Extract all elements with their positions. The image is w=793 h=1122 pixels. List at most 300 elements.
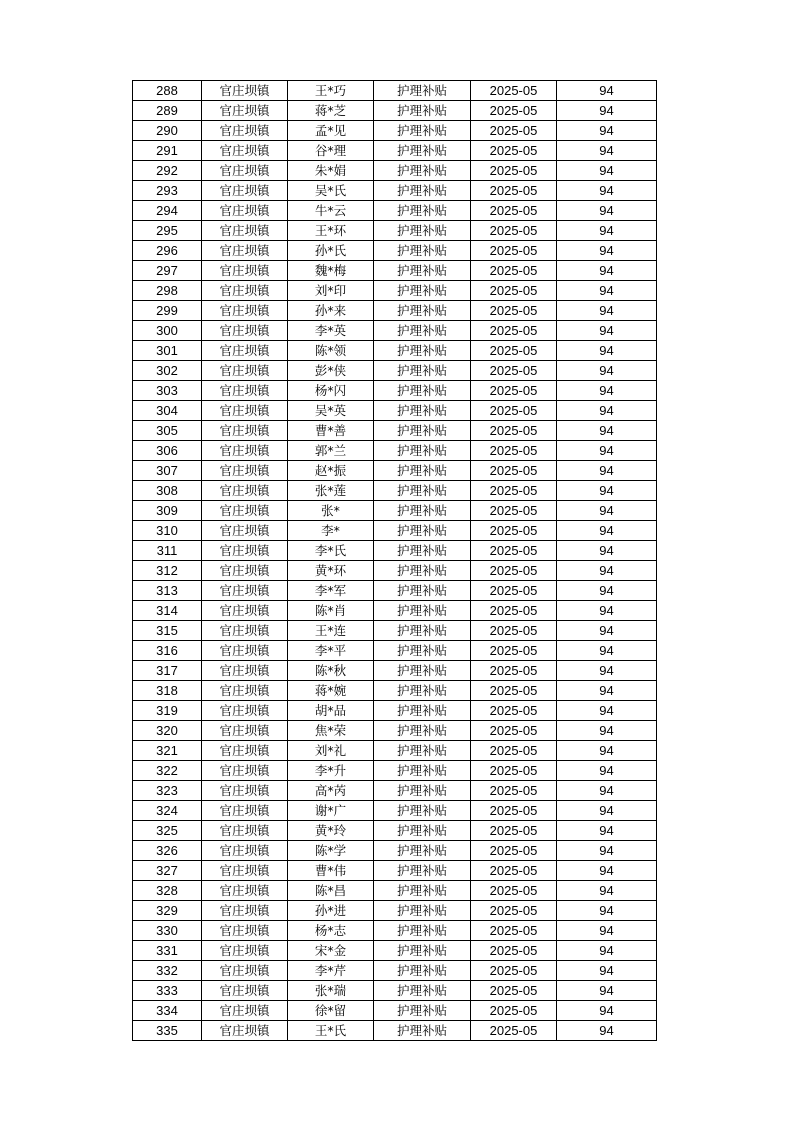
cell-serial-number: 318 (133, 681, 202, 701)
cell-person-name: 黄*环 (288, 561, 374, 581)
cell-person-name: 王*氏 (288, 1021, 374, 1041)
cell-person-name: 刘*礼 (288, 741, 374, 761)
cell-serial-number: 320 (133, 721, 202, 741)
cell-person-name: 郭*兰 (288, 441, 374, 461)
table-row (133, 981, 657, 1001)
cell-serial-number: 304 (133, 401, 202, 421)
cell-serial-number: 299 (133, 301, 202, 321)
cell-serial-number: 328 (133, 881, 202, 901)
cell-person-name: 李*平 (288, 641, 374, 661)
cell-serial-number: 323 (133, 781, 202, 801)
cell-subsidy-type: 护理补贴 (374, 741, 471, 761)
table-row (133, 681, 657, 701)
cell-town: 官庄坝镇 (202, 1001, 288, 1021)
cell-month: 2025-05 (471, 681, 557, 701)
cell-person-name: 吴*英 (288, 401, 374, 421)
cell-serial-number: 292 (133, 161, 202, 181)
cell-amount: 94 (557, 841, 657, 861)
cell-subsidy-type: 护理补贴 (374, 781, 471, 801)
cell-month: 2025-05 (471, 101, 557, 121)
cell-town: 官庄坝镇 (202, 881, 288, 901)
cell-amount: 94 (557, 861, 657, 881)
cell-amount: 94 (557, 721, 657, 741)
cell-amount: 94 (557, 461, 657, 481)
cell-serial-number: 300 (133, 321, 202, 341)
cell-person-name: 张*瑞 (288, 981, 374, 1001)
cell-subsidy-type: 护理补贴 (374, 801, 471, 821)
cell-month: 2025-05 (471, 841, 557, 861)
cell-month: 2025-05 (471, 541, 557, 561)
cell-subsidy-type: 护理补贴 (374, 641, 471, 661)
cell-subsidy-type: 护理补贴 (374, 461, 471, 481)
cell-amount: 94 (557, 101, 657, 121)
table-row (133, 221, 657, 241)
cell-month: 2025-05 (471, 81, 557, 101)
cell-subsidy-type: 护理补贴 (374, 501, 471, 521)
table-row (133, 661, 657, 681)
cell-subsidy-type: 护理补贴 (374, 981, 471, 1001)
cell-amount: 94 (557, 441, 657, 461)
cell-amount: 94 (557, 601, 657, 621)
cell-serial-number: 294 (133, 201, 202, 221)
cell-subsidy-type: 护理补贴 (374, 661, 471, 681)
cell-town: 官庄坝镇 (202, 601, 288, 621)
cell-serial-number: 290 (133, 121, 202, 141)
cell-town: 官庄坝镇 (202, 821, 288, 841)
cell-town: 官庄坝镇 (202, 941, 288, 961)
cell-amount: 94 (557, 521, 657, 541)
cell-subsidy-type: 护理补贴 (374, 1021, 471, 1041)
cell-subsidy-type: 护理补贴 (374, 261, 471, 281)
cell-amount: 94 (557, 481, 657, 501)
cell-amount: 94 (557, 381, 657, 401)
cell-month: 2025-05 (471, 921, 557, 941)
table-row (133, 921, 657, 941)
cell-serial-number: 321 (133, 741, 202, 761)
cell-amount: 94 (557, 961, 657, 981)
cell-serial-number: 308 (133, 481, 202, 501)
cell-amount: 94 (557, 901, 657, 921)
cell-subsidy-type: 护理补贴 (374, 481, 471, 501)
cell-month: 2025-05 (471, 981, 557, 1001)
cell-subsidy-type: 护理补贴 (374, 601, 471, 621)
cell-town: 官庄坝镇 (202, 781, 288, 801)
cell-amount: 94 (557, 141, 657, 161)
cell-town: 官庄坝镇 (202, 101, 288, 121)
table-row (133, 641, 657, 661)
table-row (133, 181, 657, 201)
table-row (133, 541, 657, 561)
table-row (133, 241, 657, 261)
cell-person-name: 孙*来 (288, 301, 374, 321)
cell-serial-number: 293 (133, 181, 202, 201)
cell-person-name: 牛*云 (288, 201, 374, 221)
cell-person-name: 徐*留 (288, 1001, 374, 1021)
cell-month: 2025-05 (471, 281, 557, 301)
cell-town: 官庄坝镇 (202, 441, 288, 461)
cell-month: 2025-05 (471, 821, 557, 841)
cell-town: 官庄坝镇 (202, 321, 288, 341)
cell-serial-number: 288 (133, 81, 202, 101)
table-row (133, 161, 657, 181)
cell-subsidy-type: 护理补贴 (374, 101, 471, 121)
cell-amount: 94 (557, 1001, 657, 1021)
cell-town: 官庄坝镇 (202, 861, 288, 881)
cell-town: 官庄坝镇 (202, 541, 288, 561)
cell-month: 2025-05 (471, 421, 557, 441)
cell-month: 2025-05 (471, 581, 557, 601)
cell-month: 2025-05 (471, 1021, 557, 1041)
cell-month: 2025-05 (471, 241, 557, 261)
cell-month: 2025-05 (471, 801, 557, 821)
table-row (133, 361, 657, 381)
cell-subsidy-type: 护理补贴 (374, 381, 471, 401)
cell-person-name: 张* (288, 501, 374, 521)
cell-month: 2025-05 (471, 261, 557, 281)
table-row (133, 261, 657, 281)
table-row (133, 201, 657, 221)
cell-amount: 94 (557, 881, 657, 901)
cell-town: 官庄坝镇 (202, 901, 288, 921)
table-row (133, 841, 657, 861)
cell-subsidy-type: 护理补贴 (374, 581, 471, 601)
cell-town: 官庄坝镇 (202, 481, 288, 501)
cell-amount: 94 (557, 801, 657, 821)
cell-serial-number: 315 (133, 621, 202, 641)
cell-amount: 94 (557, 121, 657, 141)
cell-amount: 94 (557, 941, 657, 961)
cell-person-name: 赵*振 (288, 461, 374, 481)
cell-town: 官庄坝镇 (202, 181, 288, 201)
cell-serial-number: 309 (133, 501, 202, 521)
cell-person-name: 陈*昌 (288, 881, 374, 901)
cell-person-name: 李*芹 (288, 961, 374, 981)
cell-amount: 94 (557, 621, 657, 641)
cell-subsidy-type: 护理补贴 (374, 221, 471, 241)
cell-month: 2025-05 (471, 361, 557, 381)
table-row (133, 321, 657, 341)
cell-amount: 94 (557, 261, 657, 281)
cell-person-name: 杨*闪 (288, 381, 374, 401)
table-row (133, 81, 657, 101)
cell-amount: 94 (557, 401, 657, 421)
cell-amount: 94 (557, 761, 657, 781)
cell-town: 官庄坝镇 (202, 121, 288, 141)
cell-subsidy-type: 护理补贴 (374, 621, 471, 641)
table-row (133, 421, 657, 441)
cell-town: 官庄坝镇 (202, 361, 288, 381)
table-row (133, 601, 657, 621)
cell-subsidy-type: 护理补贴 (374, 321, 471, 341)
cell-amount: 94 (557, 581, 657, 601)
cell-person-name: 焦*荣 (288, 721, 374, 741)
cell-town: 官庄坝镇 (202, 201, 288, 221)
cell-person-name: 陈*学 (288, 841, 374, 861)
table-row (133, 401, 657, 421)
cell-town: 官庄坝镇 (202, 621, 288, 641)
cell-town: 官庄坝镇 (202, 381, 288, 401)
table-row (133, 561, 657, 581)
cell-month: 2025-05 (471, 861, 557, 881)
table-row (133, 481, 657, 501)
cell-month: 2025-05 (471, 201, 557, 221)
cell-town: 官庄坝镇 (202, 661, 288, 681)
cell-serial-number: 317 (133, 661, 202, 681)
cell-serial-number: 334 (133, 1001, 202, 1021)
cell-serial-number: 302 (133, 361, 202, 381)
cell-subsidy-type: 护理补贴 (374, 421, 471, 441)
cell-person-name: 张*莲 (288, 481, 374, 501)
cell-amount: 94 (557, 541, 657, 561)
cell-serial-number: 330 (133, 921, 202, 941)
table-row (133, 141, 657, 161)
cell-town: 官庄坝镇 (202, 501, 288, 521)
cell-subsidy-type: 护理补贴 (374, 821, 471, 841)
cell-month: 2025-05 (471, 761, 557, 781)
cell-month: 2025-05 (471, 781, 557, 801)
cell-month: 2025-05 (471, 141, 557, 161)
cell-month: 2025-05 (471, 381, 557, 401)
cell-town: 官庄坝镇 (202, 401, 288, 421)
cell-subsidy-type: 护理补贴 (374, 121, 471, 141)
cell-subsidy-type: 护理补贴 (374, 301, 471, 321)
table-row (133, 1001, 657, 1021)
cell-month: 2025-05 (471, 181, 557, 201)
cell-month: 2025-05 (471, 121, 557, 141)
cell-amount: 94 (557, 681, 657, 701)
cell-amount: 94 (557, 161, 657, 181)
cell-amount: 94 (557, 421, 657, 441)
cell-amount: 94 (557, 221, 657, 241)
table-row (133, 821, 657, 841)
cell-month: 2025-05 (471, 501, 557, 521)
cell-month: 2025-05 (471, 601, 557, 621)
cell-subsidy-type: 护理补贴 (374, 201, 471, 221)
cell-subsidy-type: 护理补贴 (374, 141, 471, 161)
cell-town: 官庄坝镇 (202, 961, 288, 981)
table-row (133, 941, 657, 961)
cell-person-name: 蒋*婉 (288, 681, 374, 701)
cell-person-name: 宋*金 (288, 941, 374, 961)
cell-amount: 94 (557, 341, 657, 361)
table-row (133, 441, 657, 461)
table-row (133, 741, 657, 761)
cell-amount: 94 (557, 561, 657, 581)
cell-serial-number: 333 (133, 981, 202, 1001)
cell-town: 官庄坝镇 (202, 421, 288, 441)
cell-town: 官庄坝镇 (202, 741, 288, 761)
cell-subsidy-type: 护理补贴 (374, 901, 471, 921)
cell-subsidy-type: 护理补贴 (374, 521, 471, 541)
cell-serial-number: 332 (133, 961, 202, 981)
cell-serial-number: 325 (133, 821, 202, 841)
cell-serial-number: 319 (133, 701, 202, 721)
cell-person-name: 李*升 (288, 761, 374, 781)
cell-serial-number: 305 (133, 421, 202, 441)
cell-person-name: 王*巧 (288, 81, 374, 101)
cell-amount: 94 (557, 701, 657, 721)
cell-month: 2025-05 (471, 941, 557, 961)
cell-person-name: 李* (288, 521, 374, 541)
cell-subsidy-type: 护理补贴 (374, 861, 471, 881)
table-row (133, 901, 657, 921)
cell-person-name: 孟*见 (288, 121, 374, 141)
cell-subsidy-type: 护理补贴 (374, 701, 471, 721)
cell-amount: 94 (557, 81, 657, 101)
table-row (133, 801, 657, 821)
cell-subsidy-type: 护理补贴 (374, 841, 471, 861)
table-row (133, 501, 657, 521)
cell-town: 官庄坝镇 (202, 561, 288, 581)
cell-town: 官庄坝镇 (202, 841, 288, 861)
cell-serial-number: 298 (133, 281, 202, 301)
cell-person-name: 吴*氏 (288, 181, 374, 201)
cell-month: 2025-05 (471, 441, 557, 461)
table-row (133, 121, 657, 141)
cell-amount: 94 (557, 921, 657, 941)
cell-subsidy-type: 护理补贴 (374, 281, 471, 301)
cell-person-name: 谢*广 (288, 801, 374, 821)
cell-subsidy-type: 护理补贴 (374, 961, 471, 981)
cell-person-name: 陈*肖 (288, 601, 374, 621)
cell-person-name: 孙*进 (288, 901, 374, 921)
cell-month: 2025-05 (471, 621, 557, 641)
cell-town: 官庄坝镇 (202, 161, 288, 181)
table-row (133, 581, 657, 601)
cell-serial-number: 303 (133, 381, 202, 401)
cell-amount: 94 (557, 1021, 657, 1041)
cell-person-name: 陈*秋 (288, 661, 374, 681)
table-row (133, 761, 657, 781)
cell-town: 官庄坝镇 (202, 701, 288, 721)
table-row (133, 621, 657, 641)
table-row (133, 301, 657, 321)
cell-serial-number: 310 (133, 521, 202, 541)
cell-subsidy-type: 护理补贴 (374, 561, 471, 581)
table-row (133, 341, 657, 361)
cell-month: 2025-05 (471, 721, 557, 741)
table-row (133, 281, 657, 301)
table-row (133, 381, 657, 401)
cell-serial-number: 327 (133, 861, 202, 881)
cell-serial-number: 296 (133, 241, 202, 261)
cell-town: 官庄坝镇 (202, 641, 288, 661)
cell-town: 官庄坝镇 (202, 141, 288, 161)
cell-person-name: 蒋*芝 (288, 101, 374, 121)
cell-serial-number: 307 (133, 461, 202, 481)
cell-town: 官庄坝镇 (202, 801, 288, 821)
cell-serial-number: 311 (133, 541, 202, 561)
table-row (133, 861, 657, 881)
cell-amount: 94 (557, 281, 657, 301)
cell-subsidy-type: 护理补贴 (374, 181, 471, 201)
cell-person-name: 陈*领 (288, 341, 374, 361)
cell-amount: 94 (557, 641, 657, 661)
cell-month: 2025-05 (471, 521, 557, 541)
cell-amount: 94 (557, 741, 657, 761)
cell-month: 2025-05 (471, 401, 557, 421)
cell-person-name: 谷*理 (288, 141, 374, 161)
cell-town: 官庄坝镇 (202, 221, 288, 241)
cell-town: 官庄坝镇 (202, 81, 288, 101)
cell-person-name: 李*氏 (288, 541, 374, 561)
cell-serial-number: 322 (133, 761, 202, 781)
cell-town: 官庄坝镇 (202, 281, 288, 301)
subsidy-table-body (133, 81, 657, 1041)
cell-serial-number: 312 (133, 561, 202, 581)
cell-subsidy-type: 护理补贴 (374, 941, 471, 961)
cell-amount: 94 (557, 241, 657, 261)
cell-person-name: 彭*侠 (288, 361, 374, 381)
cell-subsidy-type: 护理补贴 (374, 241, 471, 261)
table-row (133, 461, 657, 481)
cell-amount: 94 (557, 781, 657, 801)
table-row (133, 1021, 657, 1041)
cell-subsidy-type: 护理补贴 (374, 681, 471, 701)
cell-month: 2025-05 (471, 161, 557, 181)
cell-town: 官庄坝镇 (202, 241, 288, 261)
cell-month: 2025-05 (471, 881, 557, 901)
cell-serial-number: 313 (133, 581, 202, 601)
cell-amount: 94 (557, 181, 657, 201)
cell-subsidy-type: 护理补贴 (374, 161, 471, 181)
cell-month: 2025-05 (471, 301, 557, 321)
cell-person-name: 魏*梅 (288, 261, 374, 281)
cell-amount: 94 (557, 981, 657, 1001)
cell-amount: 94 (557, 201, 657, 221)
table-row (133, 881, 657, 901)
table-row (133, 781, 657, 801)
cell-serial-number: 301 (133, 341, 202, 361)
cell-serial-number: 295 (133, 221, 202, 241)
cell-amount: 94 (557, 821, 657, 841)
cell-month: 2025-05 (471, 461, 557, 481)
cell-serial-number: 316 (133, 641, 202, 661)
cell-town: 官庄坝镇 (202, 581, 288, 601)
cell-town: 官庄坝镇 (202, 1021, 288, 1041)
cell-town: 官庄坝镇 (202, 301, 288, 321)
cell-serial-number: 297 (133, 261, 202, 281)
cell-month: 2025-05 (471, 701, 557, 721)
cell-serial-number: 335 (133, 1021, 202, 1041)
cell-town: 官庄坝镇 (202, 921, 288, 941)
cell-subsidy-type: 护理补贴 (374, 881, 471, 901)
cell-month: 2025-05 (471, 641, 557, 661)
cell-person-name: 李*军 (288, 581, 374, 601)
table-row (133, 521, 657, 541)
cell-subsidy-type: 护理补贴 (374, 441, 471, 461)
cell-serial-number: 329 (133, 901, 202, 921)
cell-month: 2025-05 (471, 221, 557, 241)
cell-amount: 94 (557, 361, 657, 381)
cell-month: 2025-05 (471, 1001, 557, 1021)
cell-subsidy-type: 护理补贴 (374, 761, 471, 781)
cell-subsidy-type: 护理补贴 (374, 721, 471, 741)
cell-serial-number: 306 (133, 441, 202, 461)
cell-person-name: 朱*娟 (288, 161, 374, 181)
cell-town: 官庄坝镇 (202, 761, 288, 781)
cell-town: 官庄坝镇 (202, 261, 288, 281)
cell-town: 官庄坝镇 (202, 341, 288, 361)
cell-person-name: 杨*志 (288, 921, 374, 941)
cell-subsidy-type: 护理补贴 (374, 81, 471, 101)
cell-town: 官庄坝镇 (202, 681, 288, 701)
cell-amount: 94 (557, 501, 657, 521)
cell-person-name: 曹*善 (288, 421, 374, 441)
cell-person-name: 曹*伟 (288, 861, 374, 881)
cell-month: 2025-05 (471, 741, 557, 761)
cell-subsidy-type: 护理补贴 (374, 401, 471, 421)
